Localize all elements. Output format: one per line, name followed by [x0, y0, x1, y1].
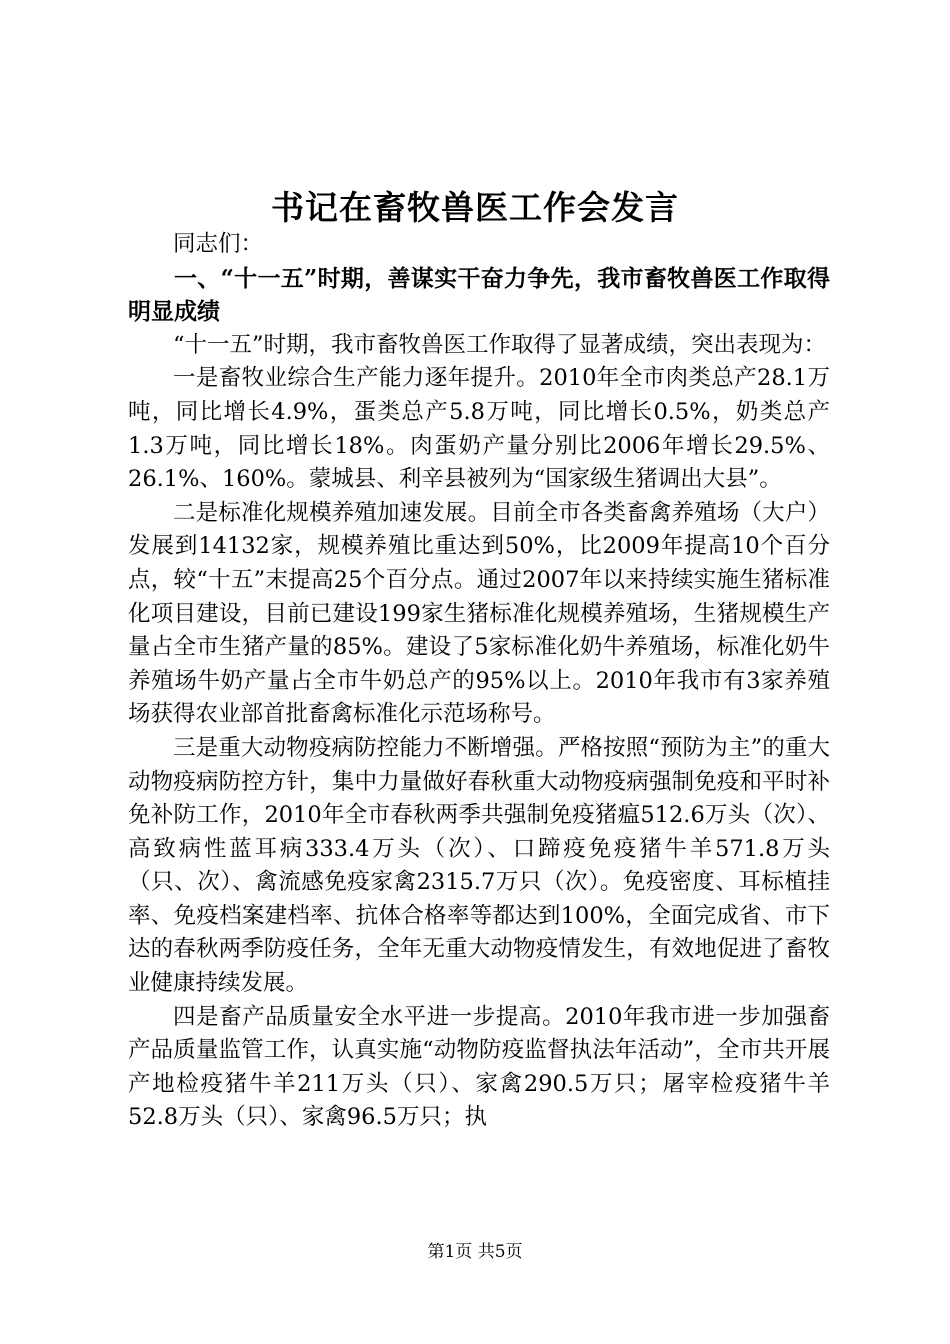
- salutation: 同志们：: [173, 231, 264, 257]
- document-title: 书记在畜牧兽医工作会发言: [271, 188, 679, 227]
- paragraph-3: 三是重大动物疫病防控能力不断增强。严格按照“预防为主”的重大动物疫病防控方针，集中力量做好春秋重大动物疫病强制免疫和平时补免补防工作，2010年全市春秋两季共强制免疫猪瘟512.6万头（次）、高致病性蓝耳病333.4万头（次）、口蹄疫免疫猪牛羊571.8万头（只、次）、禽流感免疫家禽2315.7万只（次）。免疫密度、耳标植挂率、免疫档案建档率、抗体合格率等都达到100%，全面完成省、市下达的春秋两季防疫任务，全年无重大动物疫情发生，有效地促进了畜牧业健康持续发展。: [128, 734, 830, 997]
- paragraph-4: 四是畜产品质量安全水平进一步提高。2010年我市进一步加强畜产品质量监管工作，认真实施“动物防疫监督执法年活动”，全市共开展产地检疫猪牛羊211万头（只）、家禽290.5万只；屠宰检疫猪牛羊52.8万头（只）、家禽96.5万只；执: [128, 1003, 830, 1131]
- page-footer: 第1页 共5页: [427, 1242, 523, 1262]
- section-heading-1: 一、“十一五”时期，善谋实干奋力争先，我市畜牧兽医工作取得明显成绩: [128, 264, 830, 326]
- document-body: [128, 228, 830, 1135]
- paragraph-1: 一是畜牧业综合生产能力逐年提升。2010年全市肉类总产28.1万吨，同比增长4.9%，蛋类总产5.8万吨，同比增长0.5%，奶类总产1.3万吨，同比增长18%。肉蛋奶产量分别比2006年增长29.5%、26.1%、160%。蒙城县、利辛县被列为“国家级生猪调出大县”。: [128, 365, 830, 493]
- paragraph-2: 二是标准化规模养殖加速发展。目前全市各类畜禽养殖场（大户）发展到14132家，规模养殖比重达到50%，比2009年提高10个百分点，较“十五”末提高25个百分点。通过2007年以来持续实施生猪标准化项目建设，目前已建设199家生猪标准化规模养殖场，生猪规模生产量占全市生猪产量的85%。建设了5家标准化奶牛养殖场，标准化奶牛养殖场牛奶产量占全市牛奶总产的95%以上。2010年我市有3家养殖场获得农业部首批畜禽标准化示范场称号。: [128, 499, 830, 728]
- paragraph-intro: “十一五”时期，我市畜牧兽医工作取得了显著成绩，突出表现为：: [173, 331, 827, 358]
